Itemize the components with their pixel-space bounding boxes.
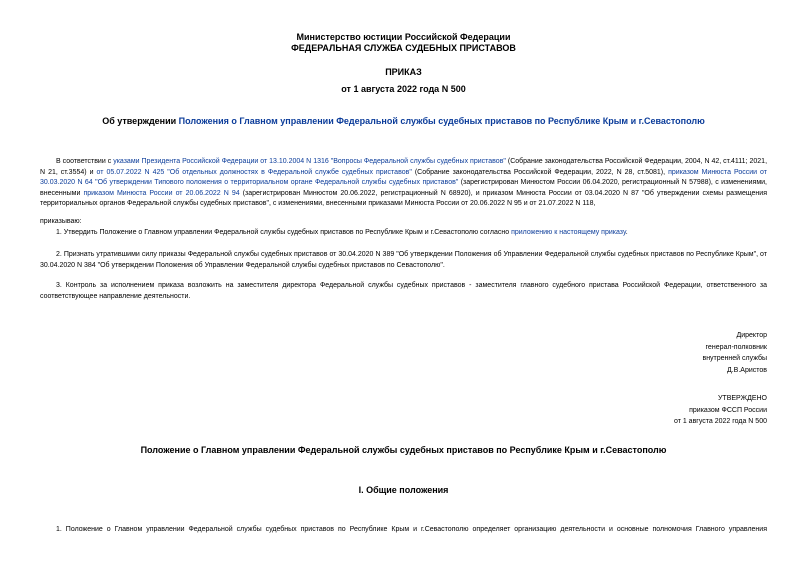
order-item-2: 2. Признать утратившими силу приказы Федеральной службы судебных приставов от 30.04.2020 N 389 "Об утверждении Положения об Управлении Федеральной службы судебных приставов по Республике Крым", от 30.04.2020 N 384 "Об утверждении Положения об Управлении Федеральной службы судебных приставов по Севастополю". [40,251,767,269]
signature-position: Директор [736,332,767,339]
approval-date: от 1 августа 2022 года N 500 [673,418,767,425]
regulation-paragraph-1: 1. Положение о Главном управлении Федеральной службы судебных приставов по Республике Крым и г.Севастополю определяет организацию деятельности и основные полномочия Главного управления [56,526,767,533]
preamble-link-decree-425[interactable]: от 05.07.2022 N 425 "Об отдельных должностях в Федеральной службе судебных приставов" [96,168,412,176]
preamble-link-order-94[interactable]: приказом Минюста России от 20.06.2022 N 94 [83,189,240,197]
item-1-end: . [625,229,628,236]
document-date-number: от 1 августа 2022 года N 500 [341,84,466,94]
signature-service: внутренней службы [702,355,767,362]
preamble-link-presidential-decrees[interactable]: указами Президента Российской Федерации от 13.10.2004 N 1316 "Вопросы Федеральной службы судебных приставов" [113,158,506,165]
document-subject [0,116,807,127]
subject-prefix: Об утверждении [102,116,179,126]
preamble-text-2: (Собрание законодательства Российской Федерации, 2004, N 42, ст.4111; 2021, N 21, ст.3554) и [40,158,768,176]
signature-rank: генерал-полковник [705,343,767,351]
preamble-text-4: (зарегистрирован Минюстом России 06.04.2020, регистрационный N 57988), с изменениями, внесенными [40,179,767,197]
order-word: приказываю: [40,218,82,225]
service-heading: ФЕДЕРАЛЬНАЯ СЛУЖБА СУДЕБНЫХ ПРИСТАВОВ [291,43,516,53]
regulation-title: Положение о Главном управлении Федеральной службы судебных приставов по Республике Крым и г.Севастополю [140,445,667,455]
signature-name: Д.В.Аристов [726,366,767,374]
preamble-text-5: (зарегистрирован Минюстом 20.06.2022, регистрационный N 68920), и приказом Минюста России от 03.04.2020 N 87 "Об утверждении схемы размещения территориальных органов Федеральной службы судебных приставов", с изменениями, внесенными приказами Минюста России от 20.06.2022 N 95 и от 21.07.2022 N 118, [40,189,768,207]
ministry-heading: Министерство юстиции Российской Федерации [296,32,511,42]
section-heading: I. Общие положения [358,485,449,495]
document-type: ПРИКАЗ [385,67,422,77]
approval-block [674,393,767,428]
preamble-paragraph [40,157,767,210]
approval-order: приказом ФССП России [689,406,767,414]
approval-label: УТВЕРЖДЕНО [717,395,767,402]
signature-block [702,330,767,376]
subject-link[interactable]: Положения о Главном управлении Федеральной службы судебных приставов по Республике Крым и г.Севастополю [178,116,705,126]
preamble-text-1: В соответствии с [56,158,114,165]
preamble-link-order-64[interactable]: приказом Минюста России от 30.03.2020 N 64 "Об утверждении Типового положения о территориальном органе Федеральной службы судебных приставов" [40,168,767,186]
appendix-link[interactable]: приложению к настоящему приказу [511,229,626,236]
item-1-text: 1. Утвердить Положение о Главном управлении Федеральной службы судебных приставов по Республике Крым и г.Севастополю согласно [56,229,512,236]
order-item-3: 3. Контроль за исполнением приказа возложить на заместителя директора Федеральной службы судебных приставов - заместителя главного судебного пристава Российской Федерации, ответственного за соответствующее направление деятельности. [40,282,767,300]
preamble-text-3: (Собрание законодательства Российской Федерации, 2022, N 28, ст.5081), [411,168,669,176]
order-item-1 [40,228,767,239]
